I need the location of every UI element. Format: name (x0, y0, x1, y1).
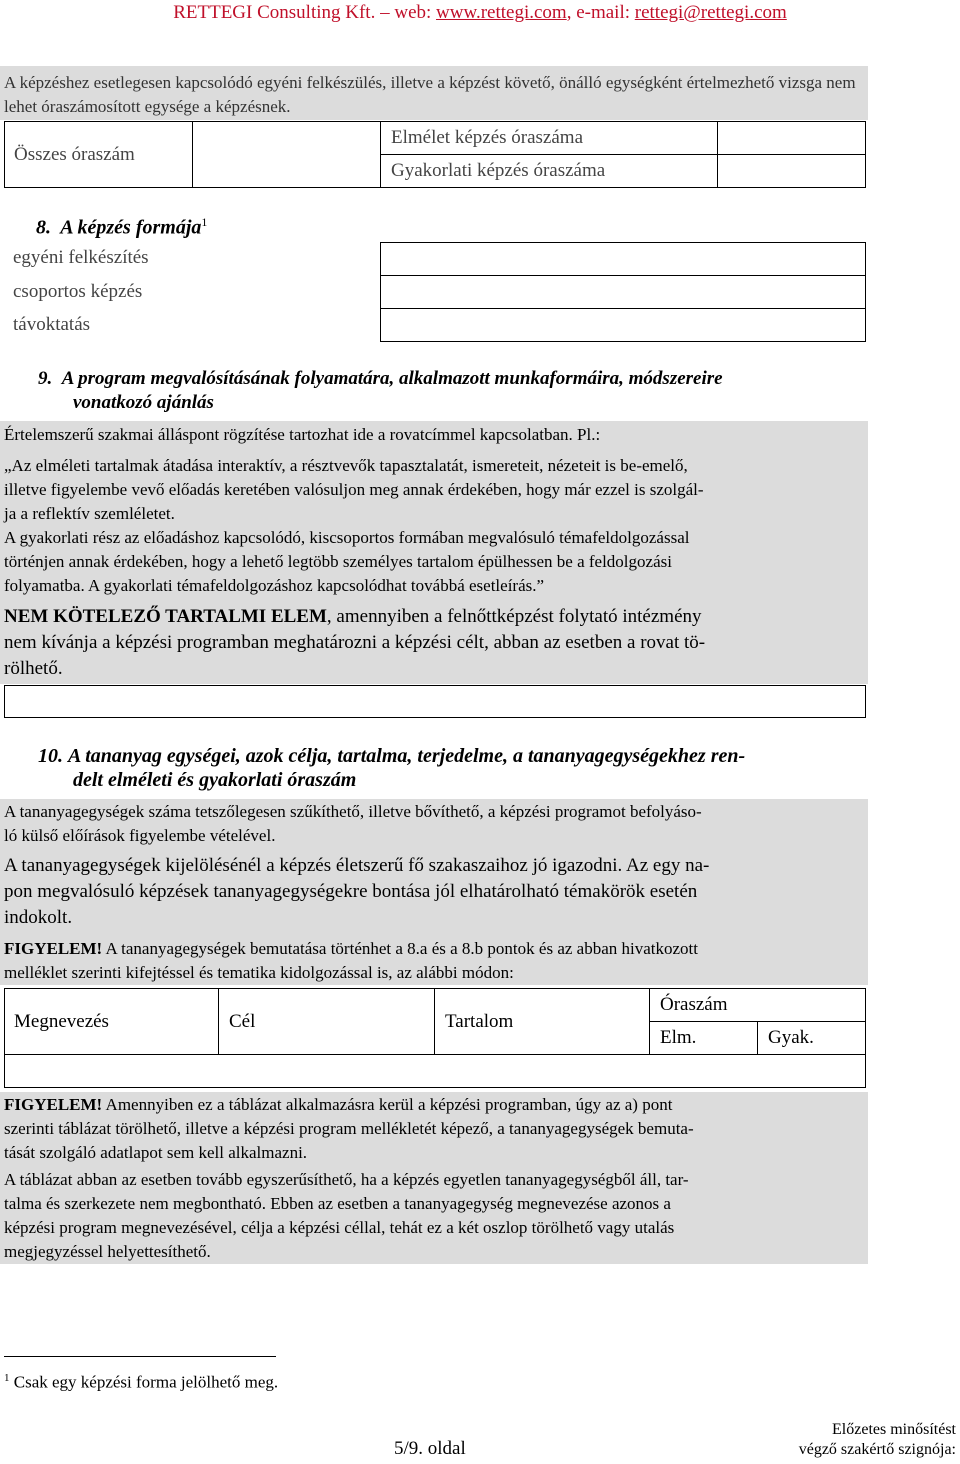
section-9-number: 9. (38, 368, 53, 389)
s10-warning2-bold: FIGYELEM! (4, 1095, 103, 1114)
section-8-heading (36, 210, 207, 240)
example-line-3: ja a reflektív szemléletet. (4, 504, 175, 523)
units-col-goal (218, 988, 435, 1055)
section-9-title-line1: A program megvalósításának folyamatára, alkalmazott munkaformáira, módszereire (61, 368, 723, 389)
units-col-content-label: Tartalom (445, 1011, 514, 1032)
s10-p2-line1: A tananyagegységek kijelölésénél a képzés életszerű fő szakaszaihoz jó igazodni. Az egy na- (4, 855, 710, 876)
units-col-name-label: Megnevezés (14, 1011, 109, 1032)
total-hours-label-cell (4, 121, 193, 188)
s10-p2-line2: pon megvalósuló képzések tananyagegységekre bontása jól elhatárolható témakörök esetén (4, 881, 698, 902)
example-line-4: A gyakorlati rész az előadáshoz kapcsolódó, kiscsoportos formában megvalósuló témafeldolgozással (4, 528, 690, 547)
page-number: 5/9. oldal (394, 1438, 466, 1459)
section-9-p1: Értelemszerű szakmai álláspont rögzítése tartozhat ide a rovatcímmel kapcsolatban. Pl.: (4, 425, 601, 444)
optional-note-bold: NEM KÖTELEZŐ TARTALMI ELEM (4, 606, 327, 627)
email-label: , e-mail: (566, 2, 635, 23)
intro-note-text: A képzéshez esetlegesen kapcsolódó egyéni felkészülés, illetve a képzést követő, önálló egységként értelmezhető vizsga nem lehet óraszámosított egysége a képzésnek. (4, 73, 856, 116)
units-table-empty-row[interactable] (4, 1054, 866, 1088)
s10-p3-line1: A tananyagegységek bemutatása történhet a 8.a és a 8.b pontok és az abban hivatkozott (102, 939, 698, 958)
web-label: – web: (375, 2, 437, 23)
web-link[interactable]: www.rettegi.com (436, 2, 567, 23)
s10-p3-line2: melléklet szerinti kifejtéssel és tematika kidolgozással is, az alábbi módon: (4, 963, 514, 982)
section-9-optional-note (4, 604, 868, 682)
company-name: RETTEGI Consulting Kft. (173, 2, 376, 23)
units-col-content (434, 988, 650, 1055)
s10-warning-bold: FIGYELEM! (4, 939, 103, 958)
footnote-ref: 1 (201, 215, 208, 229)
s10-p4-line2: szerinti táblázat törölhető, illetve a képzési program mellékletét képező, a tananyagegységek bemuta- (4, 1119, 694, 1138)
units-col-name (4, 988, 219, 1055)
email-link[interactable]: rettegi@rettegi.com (634, 2, 787, 23)
units-col-practice (757, 1021, 866, 1055)
form-choice-cell-1[interactable] (380, 242, 866, 276)
footnote-mark: 1 (4, 1372, 10, 1384)
section-9-title-line2: vonatkozó ajánlás (73, 392, 214, 413)
form-option-group: csoportos képzés (13, 281, 143, 302)
units-col-hours-label: Óraszám (660, 994, 728, 1015)
s10-p5-line2: talma és szerkezete nem megbontható. Ebben az esetben a tananyagegység megnevezése azonos a (4, 1194, 671, 1213)
section-10-p3 (4, 937, 868, 985)
section-10-p2 (4, 853, 868, 931)
example-line-2: illetve figyelembe vevő előadás keretében valósuljon meg annak érdekében, hogy már ezzel is szolgál- (4, 480, 704, 499)
s10-p5-line3: képzési program megnevezésével, célja a képzési céllal, tehát ez a két oszlop törölhető vagy utalás (4, 1218, 675, 1237)
signature-line1: Előzetes minősítést (832, 1421, 956, 1438)
total-hours-label: Összes óraszám (14, 144, 135, 165)
units-col-theory-label: Elm. (660, 1027, 697, 1048)
signature-line2: végző szakértő szignója: (798, 1441, 956, 1458)
section-10-p5 (4, 1168, 868, 1264)
units-col-hours (649, 988, 866, 1022)
section-10-title-line1: A tananyag egységei, azok célja, tartalma, terjedelme, a tananyagegységekhez ren- (68, 745, 746, 767)
form-choice-cell-3[interactable] (380, 308, 866, 342)
theory-hours-label-cell (380, 121, 718, 155)
section-10-number: 10. (38, 745, 63, 767)
section-10-heading (38, 744, 868, 792)
s10-p4-line1: Amennyiben ez a táblázat alkalmazásra kerül a képzési programban, úgy az a) pont (102, 1095, 673, 1114)
practice-hours-label-cell (380, 154, 718, 188)
section-10-p1 (4, 800, 868, 848)
footnote (4, 1372, 278, 1393)
units-col-theory (649, 1021, 758, 1055)
section-10-p4 (4, 1093, 868, 1165)
footnote-text: Csak egy képzési forma jelölhető meg. (9, 1372, 279, 1392)
section-8-title: A képzés formája (60, 216, 202, 239)
page-header (0, 2, 960, 24)
units-col-practice-label: Gyak. (768, 1027, 814, 1048)
optional-note-line2: nem kívánja a képzési programban meghatározni a képzési célt, abban az esetben a rovat tö- (4, 632, 706, 653)
section-9-input-box[interactable] (4, 685, 866, 718)
theory-hours-value-cell[interactable] (717, 121, 866, 155)
optional-note-line3: rölhető. (4, 658, 63, 679)
form-option-individual: egyéni felkészítés (13, 247, 149, 268)
total-hours-value-cell[interactable] (192, 121, 381, 188)
example-line-1: „Az elméleti tartalmak átadása interaktív, a résztvevők tapasztalatát, ismereteit, nézeteit is be-emelő, (4, 456, 688, 475)
section-9-example (4, 454, 868, 598)
s10-p2-line3: indokolt. (4, 907, 73, 928)
practice-hours-label: Gyakorlati képzés óraszáma (391, 160, 606, 181)
s10-p1-line2: ló külső előírások figyelembe vételével. (4, 826, 276, 845)
example-line-6: folyamatba. A gyakorlati témafeldolgozáshoz kapcsolódhat továbbá esetleírás.” (4, 576, 545, 595)
form-choice-cell-2[interactable] (380, 275, 866, 309)
s10-p5-line1: A táblázat abban az esetben tovább egyszerűsíthető, ha a képzés egyetlen tananyagegységből áll, tar- (4, 1170, 689, 1189)
intro-note (0, 66, 868, 120)
expert-signature-label (770, 1420, 956, 1460)
form-option-distance: távoktatás (13, 314, 91, 335)
section-8-number: 8. (36, 216, 51, 239)
section-9-heading (38, 367, 878, 415)
footnote-separator (4, 1356, 276, 1357)
optional-note-line1: , amennyiben a felnőttképzést folytató intézmény (326, 606, 702, 627)
practice-hours-value-cell[interactable] (717, 154, 866, 188)
s10-p5-line4: megjegyzéssel helyettesíthető. (4, 1242, 211, 1261)
theory-hours-label: Elmélet képzés óraszáma (391, 127, 584, 148)
s10-p1-line1: A tananyagegységek száma tetszőlegesen szűkíthető, illetve bővíthető, a képzési programot befolyáso- (4, 802, 702, 821)
section-10-title-line2: delt elméleti és gyakorlati óraszám (73, 769, 357, 791)
example-line-5: történjen annak érdekében, hogy a lehető legtöbb személyes tartalom épülhessen be a feldolgozási (4, 552, 672, 571)
s10-p4-line3: tását szolgáló adatlapot sem kell alkalmazni. (4, 1143, 308, 1162)
units-col-goal-label: Cél (229, 1011, 256, 1032)
